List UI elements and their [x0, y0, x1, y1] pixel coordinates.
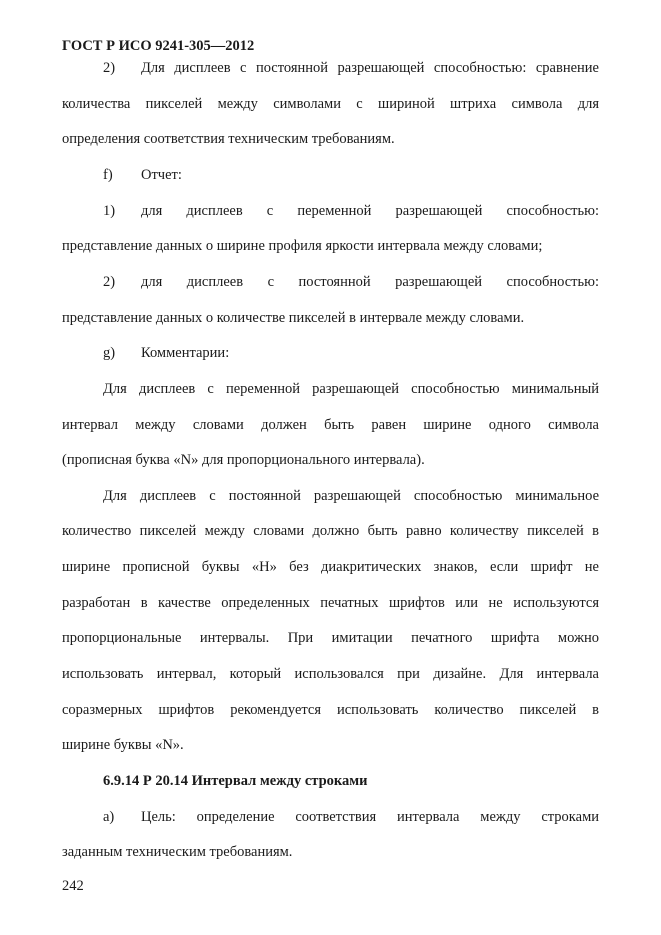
list-item-text: Цель: определение соответствия интервала между строками: [141, 809, 599, 825]
document-header: ГОСТ Р ИСО 9241-305—2012: [62, 38, 255, 54]
list-item-text: для дисплеев с переменной разрешающей способностью:: [141, 203, 599, 219]
list-marker: 1): [103, 203, 116, 219]
page-number: 242: [62, 878, 84, 894]
paragraph-line: разработан в качестве определенных печатных шрифтов или не используются: [62, 595, 599, 611]
text-line: определения соответствия техническим требованиям.: [62, 131, 395, 147]
paragraph-line: интервал между словами должен быть равен ширине одного символа: [62, 417, 599, 433]
paragraph-line: пропорциональные интервалы. При имитации печатного шрифта можно: [62, 630, 599, 646]
list-marker: 2): [103, 60, 116, 76]
text-line: заданным техническим требованиям.: [62, 844, 293, 860]
paragraph-line: ширине буквы «N».: [62, 737, 184, 753]
list-item-text: Комментарии:: [141, 345, 230, 361]
list-marker: 2): [103, 274, 116, 290]
text-line: представление данных о ширине профиля яркости интервала между словами;: [62, 238, 543, 254]
list-marker: a): [103, 809, 115, 825]
list-item-text: Отчет:: [141, 167, 182, 183]
list-marker: g): [103, 345, 116, 361]
list-item-text: для дисплеев с постоянной разрешающей способностью:: [141, 274, 599, 290]
paragraph-line: ширине прописной буквы «H» без диакритических знаков, если шрифт не: [62, 559, 599, 575]
text-line: количества пикселей между символами с шириной штриха символа для: [62, 96, 599, 112]
paragraph-line: использовать интервал, который использовался при дизайне. Для интервала: [62, 666, 599, 682]
list-marker: f): [103, 167, 113, 183]
paragraph-line: количество пикселей между словами должно быть равно количеству пикселей в: [62, 523, 599, 539]
paragraph-line: соразмерных шрифтов рекомендуется использовать количество пикселей в: [62, 702, 599, 718]
list-item-text: Для дисплеев с постоянной разрешающей способностью: сравнение: [141, 60, 599, 76]
section-heading: 6.9.14 Р 20.14 Интервал между строками: [103, 773, 368, 789]
text-line: представление данных о количестве пикселей в интервале между словами.: [62, 310, 525, 326]
paragraph-line: (прописная буква «N» для пропорционального интервала).: [62, 452, 425, 468]
paragraph-line: Для дисплеев с постоянной разрешающей способностью минимальное: [103, 488, 599, 504]
paragraph-line: Для дисплеев с переменной разрешающей способностью минимальный: [103, 381, 599, 397]
